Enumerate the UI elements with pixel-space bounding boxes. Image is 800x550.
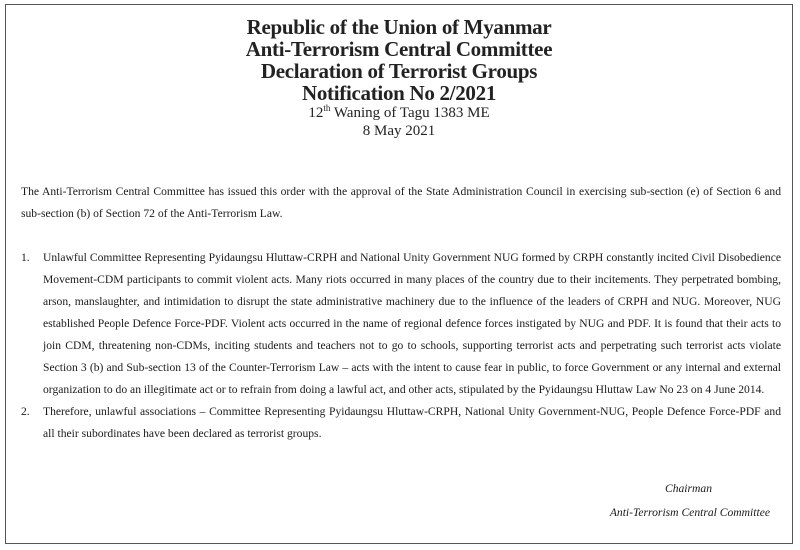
header-committee: Anti-Terrorism Central Committee [245,37,553,61]
date-myanmar: 12th Waning of Tagu 1383 ME [308,103,490,121]
signature-title: Chairman [664,482,712,495]
clause-text: Unlawful Committee Representing Pyidaungsu Hluttaw-CRPH and National Unity Government NUG formed by CRPH constantly incited Civil Disobedience Movement-CDM participants to commit violent acts. Many riots occurred in many places of the country due to their incitements. They perpetrated bombing, arson, manslaughter, and intimidation to disrupt the state administrative machinery due to the influence of the leaders of CRPH and NUG. Moreover, NUG established People Defence Force-PDF. Violent acts occurred in the name of regional defence forces instigated by NUG and PDF. It is found that their acts to join CDM, threatening non-CDMs, inciting students and teachers not to go to schools, supporting terrorist acts and perpetrating such terrorist acts violate Section 3 (b) and Sub-section 13 of the Counter-Terrorism Law – acts with the intent to cause fear in public, to force Government or any internal and external organization to do an illegitimate act or to refrain from doing a lawful act, and other acts, stipulated by the Pyidaungsu Hluttaw Law No 23 on 4 June 2014. [43,251,781,396]
document-frame [5,4,793,544]
clause-list [21,247,781,445]
clause-number: 2. [21,405,30,418]
header-country: Republic of the Union of Myanmar [246,15,552,39]
clause-item [21,401,781,445]
header-notification: Notification No 2/2021 [301,81,497,105]
intro-paragraph: The Anti-Terrorism Central Committee has issued this order with the approval of the State Administration Council in exercising sub-section (e) of Section 6 and sub-section (b) of Section 72 of the Anti-Terrorism Law. [21,185,781,220]
date-gregorian: 8 May 2021 [362,123,436,139]
signature-organization: Anti-Terrorism Central Committee [609,506,770,519]
signature-block [610,477,770,525]
clause-text: Therefore, unlawful associations – Committee Representing Pyidaungsu Hluttaw-CRPH, National Unity Government-NUG, People Defence Force-PDF and all their subordinates have been declared as terrorist groups. [43,405,781,440]
header-declaration: Declaration of Terrorist Groups [260,59,538,83]
clause-item [21,247,781,401]
document-header [6,16,792,140]
clause-number: 1. [21,251,30,264]
